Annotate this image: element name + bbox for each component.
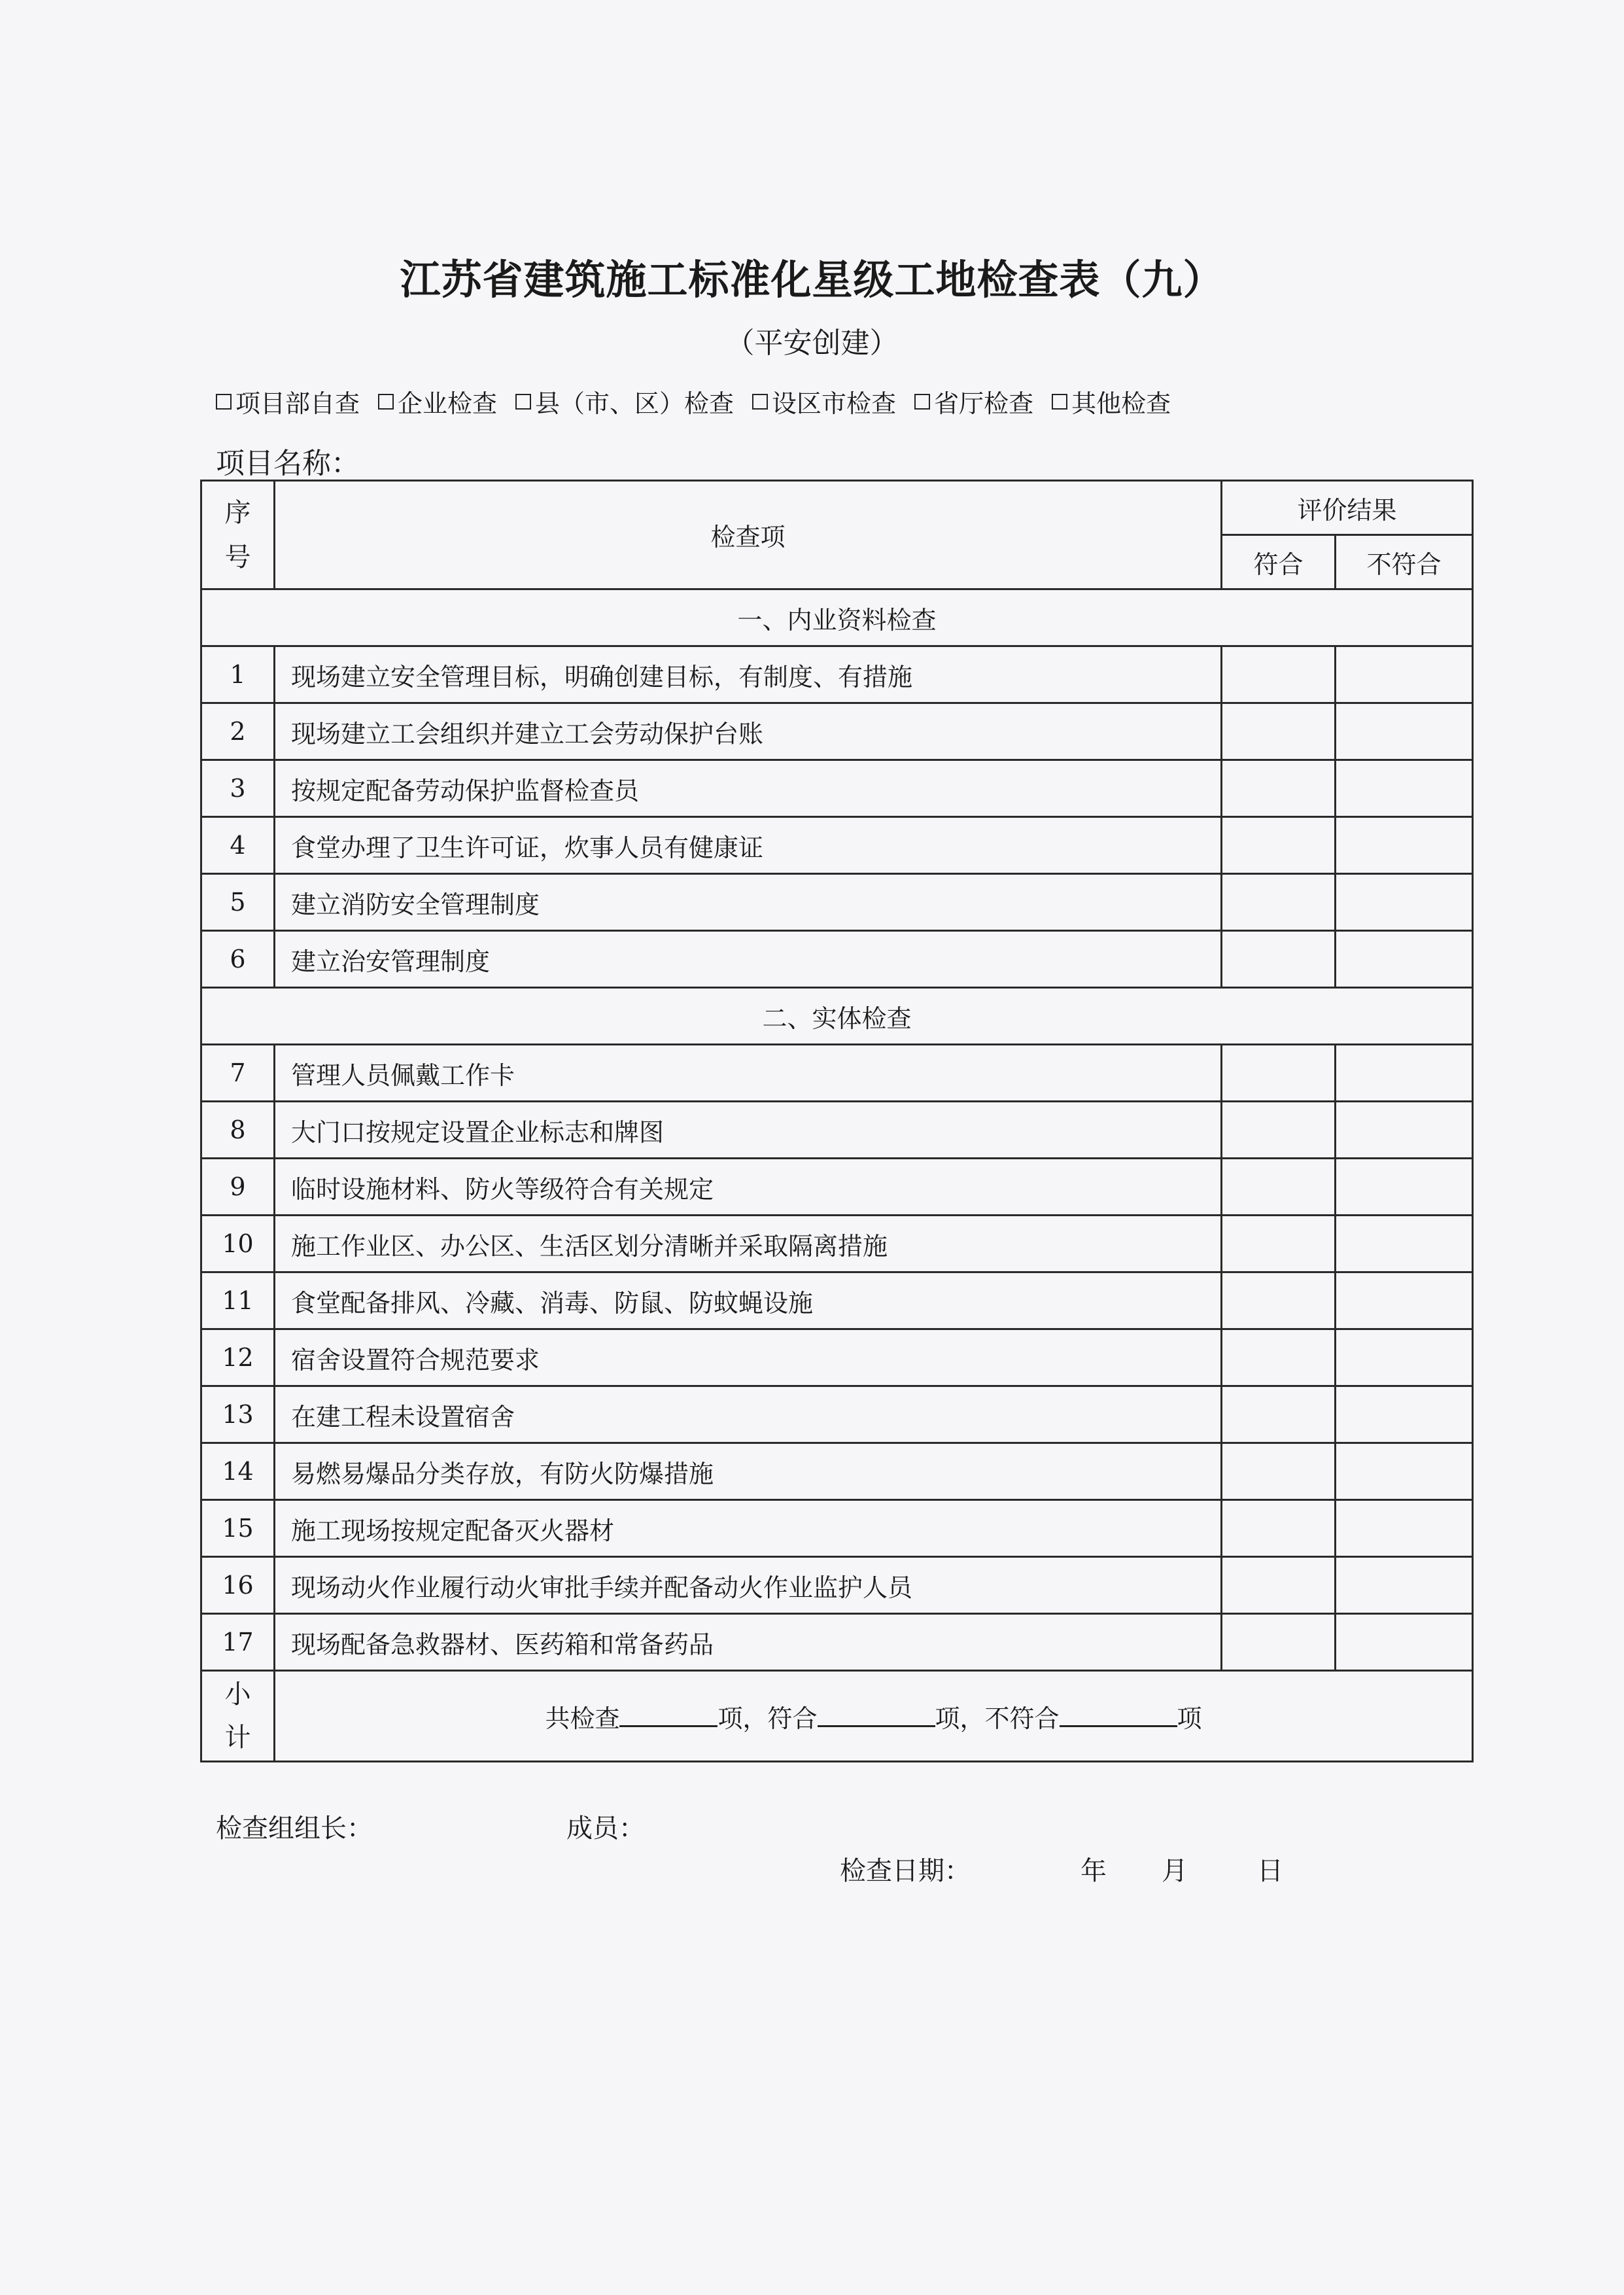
row-number: 2 [201, 703, 275, 760]
header-item: 检查项 [275, 481, 1222, 589]
pass-cell[interactable] [1222, 1557, 1336, 1614]
pass-cell[interactable] [1222, 817, 1336, 874]
section-title: 一、内业资料检查 [201, 589, 1473, 646]
table-row [201, 817, 1473, 874]
fail-cell[interactable] [1336, 1216, 1473, 1272]
checkbox-icon[interactable] [914, 394, 930, 410]
row-item: 在建工程未设置宿舍 [275, 1386, 1222, 1443]
check-type-label: 县（市、区）检查 [535, 389, 734, 418]
pass-cell[interactable] [1222, 1102, 1336, 1159]
date-day: 日 [1257, 1856, 1283, 1886]
row-number: 5 [201, 874, 275, 931]
fail-cell[interactable] [1336, 1045, 1473, 1102]
row-number: 8 [201, 1102, 275, 1159]
table-row [201, 1045, 1473, 1102]
form-subtitle: （平安创建） [725, 326, 899, 360]
pass-cell[interactable] [1222, 1045, 1336, 1102]
date-label: 检查日期： [840, 1856, 971, 1886]
subtotal-summary [275, 1671, 1473, 1762]
check-type-label: 设区市检查 [772, 389, 897, 418]
table-row [201, 1216, 1473, 1272]
inspection-table [200, 480, 1474, 1762]
table-row [201, 1443, 1473, 1500]
date-year: 年 [1080, 1856, 1107, 1886]
row-item: 易燃易爆品分类存放，有防火防爆措施 [275, 1443, 1222, 1500]
pass-cell[interactable] [1222, 760, 1336, 817]
table-row [201, 931, 1473, 988]
row-item: 施工作业区、办公区、生活区划分清晰并采取隔离措施 [275, 1216, 1222, 1272]
checkbox-icon[interactable] [1052, 394, 1067, 410]
header-no [201, 481, 275, 589]
row-item: 大门口按规定设置企业标志和牌图 [275, 1102, 1222, 1159]
project-name-label: 项目名称： [216, 447, 360, 480]
pass-cell[interactable] [1222, 1614, 1336, 1671]
table-row [201, 1557, 1473, 1614]
check-type-option[interactable] [1052, 383, 1171, 419]
row-item: 食堂办理了卫生许可证，炊事人员有健康证 [275, 817, 1222, 874]
row-number: 11 [201, 1272, 275, 1329]
checkbox-icon[interactable] [378, 394, 394, 410]
check-type-option[interactable] [216, 383, 360, 419]
row-item: 临时设施材料、防火等级符合有关规定 [275, 1159, 1222, 1216]
fail-cell[interactable] [1336, 1329, 1473, 1386]
row-number: 10 [201, 1216, 275, 1272]
row-item: 现场建立安全管理目标，明确创建目标，有制度、有措施 [275, 646, 1222, 703]
fail-cell[interactable] [1336, 703, 1473, 760]
fail-cell[interactable] [1336, 1500, 1473, 1557]
row-number: 12 [201, 1329, 275, 1386]
row-item: 现场动火作业履行动火审批手续并配备动火作业监护人员 [275, 1557, 1222, 1614]
section-row [201, 988, 1473, 1045]
pass-count-blank[interactable] [818, 1706, 935, 1727]
row-number: 13 [201, 1386, 275, 1443]
check-type-option[interactable] [914, 383, 1033, 419]
row-item: 现场配备急救器材、医药箱和常备药品 [275, 1614, 1222, 1671]
check-type-option[interactable] [752, 383, 896, 419]
table-row [201, 1614, 1473, 1671]
pass-cell[interactable] [1222, 1159, 1336, 1216]
fail-cell[interactable] [1336, 1102, 1473, 1159]
fail-cell[interactable] [1336, 1443, 1473, 1500]
fail-cell[interactable] [1336, 1557, 1473, 1614]
subtotal-row [201, 1671, 1473, 1762]
row-item: 食堂配备排风、冷藏、消毒、防鼠、防蚊蝇设施 [275, 1272, 1222, 1329]
pass-cell[interactable] [1222, 1329, 1336, 1386]
row-number: 16 [201, 1557, 275, 1614]
check-type-label: 省厅检查 [934, 389, 1034, 418]
row-number: 15 [201, 1500, 275, 1557]
pass-cell[interactable] [1222, 703, 1336, 760]
row-item: 施工现场按规定配备灭火器材 [275, 1500, 1222, 1557]
checkbox-icon[interactable] [216, 394, 232, 410]
fail-count-blank[interactable] [1060, 1706, 1177, 1727]
section-title: 二、实体检查 [201, 988, 1473, 1045]
row-item: 宿舍设置符合规范要求 [275, 1329, 1222, 1386]
row-item: 现场建立工会组织并建立工会劳动保护台账 [275, 703, 1222, 760]
fail-cell[interactable] [1336, 817, 1473, 874]
table-row [201, 760, 1473, 817]
subtotal-label-line1: 小 [224, 1679, 251, 1709]
pass-cell[interactable] [1222, 931, 1336, 988]
row-number: 6 [201, 931, 275, 988]
check-type-label: 项目部自查 [235, 389, 360, 418]
row-item: 建立消防安全管理制度 [275, 874, 1222, 931]
header-fail: 不符合 [1336, 535, 1473, 589]
form-title: 江苏省建筑施工标准化星级工地检查表（九） [400, 256, 1224, 304]
header-result: 评价结果 [1222, 481, 1473, 535]
pass-cell[interactable] [1222, 1272, 1336, 1329]
table-row [201, 1102, 1473, 1159]
table-row [201, 1386, 1473, 1443]
inspection-date [840, 1850, 1283, 1887]
table-row [201, 1272, 1473, 1329]
checkbox-icon[interactable] [752, 394, 768, 410]
fail-cell[interactable] [1336, 1614, 1473, 1671]
leader-label: 检查组组长： [216, 1813, 373, 1844]
fail-cell[interactable] [1336, 1272, 1473, 1329]
fail-cell[interactable] [1336, 760, 1473, 817]
pass-cell[interactable] [1222, 1500, 1336, 1557]
table-row [201, 646, 1473, 703]
fail-cell[interactable] [1336, 1386, 1473, 1443]
header-pass: 符合 [1222, 535, 1336, 589]
pass-cell[interactable] [1222, 1386, 1336, 1443]
pass-cell[interactable] [1222, 874, 1336, 931]
check-type-options [216, 383, 1171, 419]
header-no-line1: 序 [224, 497, 251, 528]
subtotal-text-total: 共检查 [545, 1704, 620, 1733]
row-number: 3 [201, 760, 275, 817]
fail-cell[interactable] [1336, 646, 1473, 703]
row-item: 按规定配备劳动保护监督检查员 [275, 760, 1222, 817]
pass-cell[interactable] [1222, 1216, 1336, 1272]
subtotal-label-line2: 计 [224, 1723, 251, 1753]
section-row [201, 589, 1473, 646]
check-type-option[interactable] [378, 383, 497, 419]
row-number: 1 [201, 646, 275, 703]
table-row [201, 703, 1473, 760]
subtotal-text-fail: 项，不符合 [935, 1704, 1060, 1733]
row-item: 管理人员佩戴工作卡 [275, 1045, 1222, 1102]
check-type-label: 其他检查 [1071, 389, 1171, 418]
subtotal-text-pass: 项，符合 [717, 1704, 818, 1733]
total-count-blank[interactable] [619, 1706, 717, 1727]
row-item: 建立治安管理制度 [275, 931, 1222, 988]
date-month: 月 [1162, 1856, 1188, 1886]
fail-cell[interactable] [1336, 1159, 1473, 1216]
fail-cell[interactable] [1336, 874, 1473, 931]
table-row [201, 1159, 1473, 1216]
subtotal-text-end: 项 [1177, 1704, 1202, 1733]
row-number: 17 [201, 1614, 275, 1671]
row-number: 7 [201, 1045, 275, 1102]
table-row [201, 874, 1473, 931]
members-label: 成员： [566, 1813, 645, 1844]
row-number: 4 [201, 817, 275, 874]
pass-cell[interactable] [1222, 1443, 1336, 1500]
pass-cell[interactable] [1222, 646, 1336, 703]
subtotal-label [201, 1671, 275, 1762]
table-row [201, 1329, 1473, 1386]
header-no-line2: 号 [224, 542, 251, 572]
check-type-label: 企业检查 [398, 389, 498, 418]
table-row [201, 1500, 1473, 1557]
row-number: 14 [201, 1443, 275, 1500]
check-type-option[interactable] [515, 383, 734, 419]
fail-cell[interactable] [1336, 931, 1473, 988]
row-number: 9 [201, 1159, 275, 1216]
checkbox-icon[interactable] [515, 394, 531, 410]
